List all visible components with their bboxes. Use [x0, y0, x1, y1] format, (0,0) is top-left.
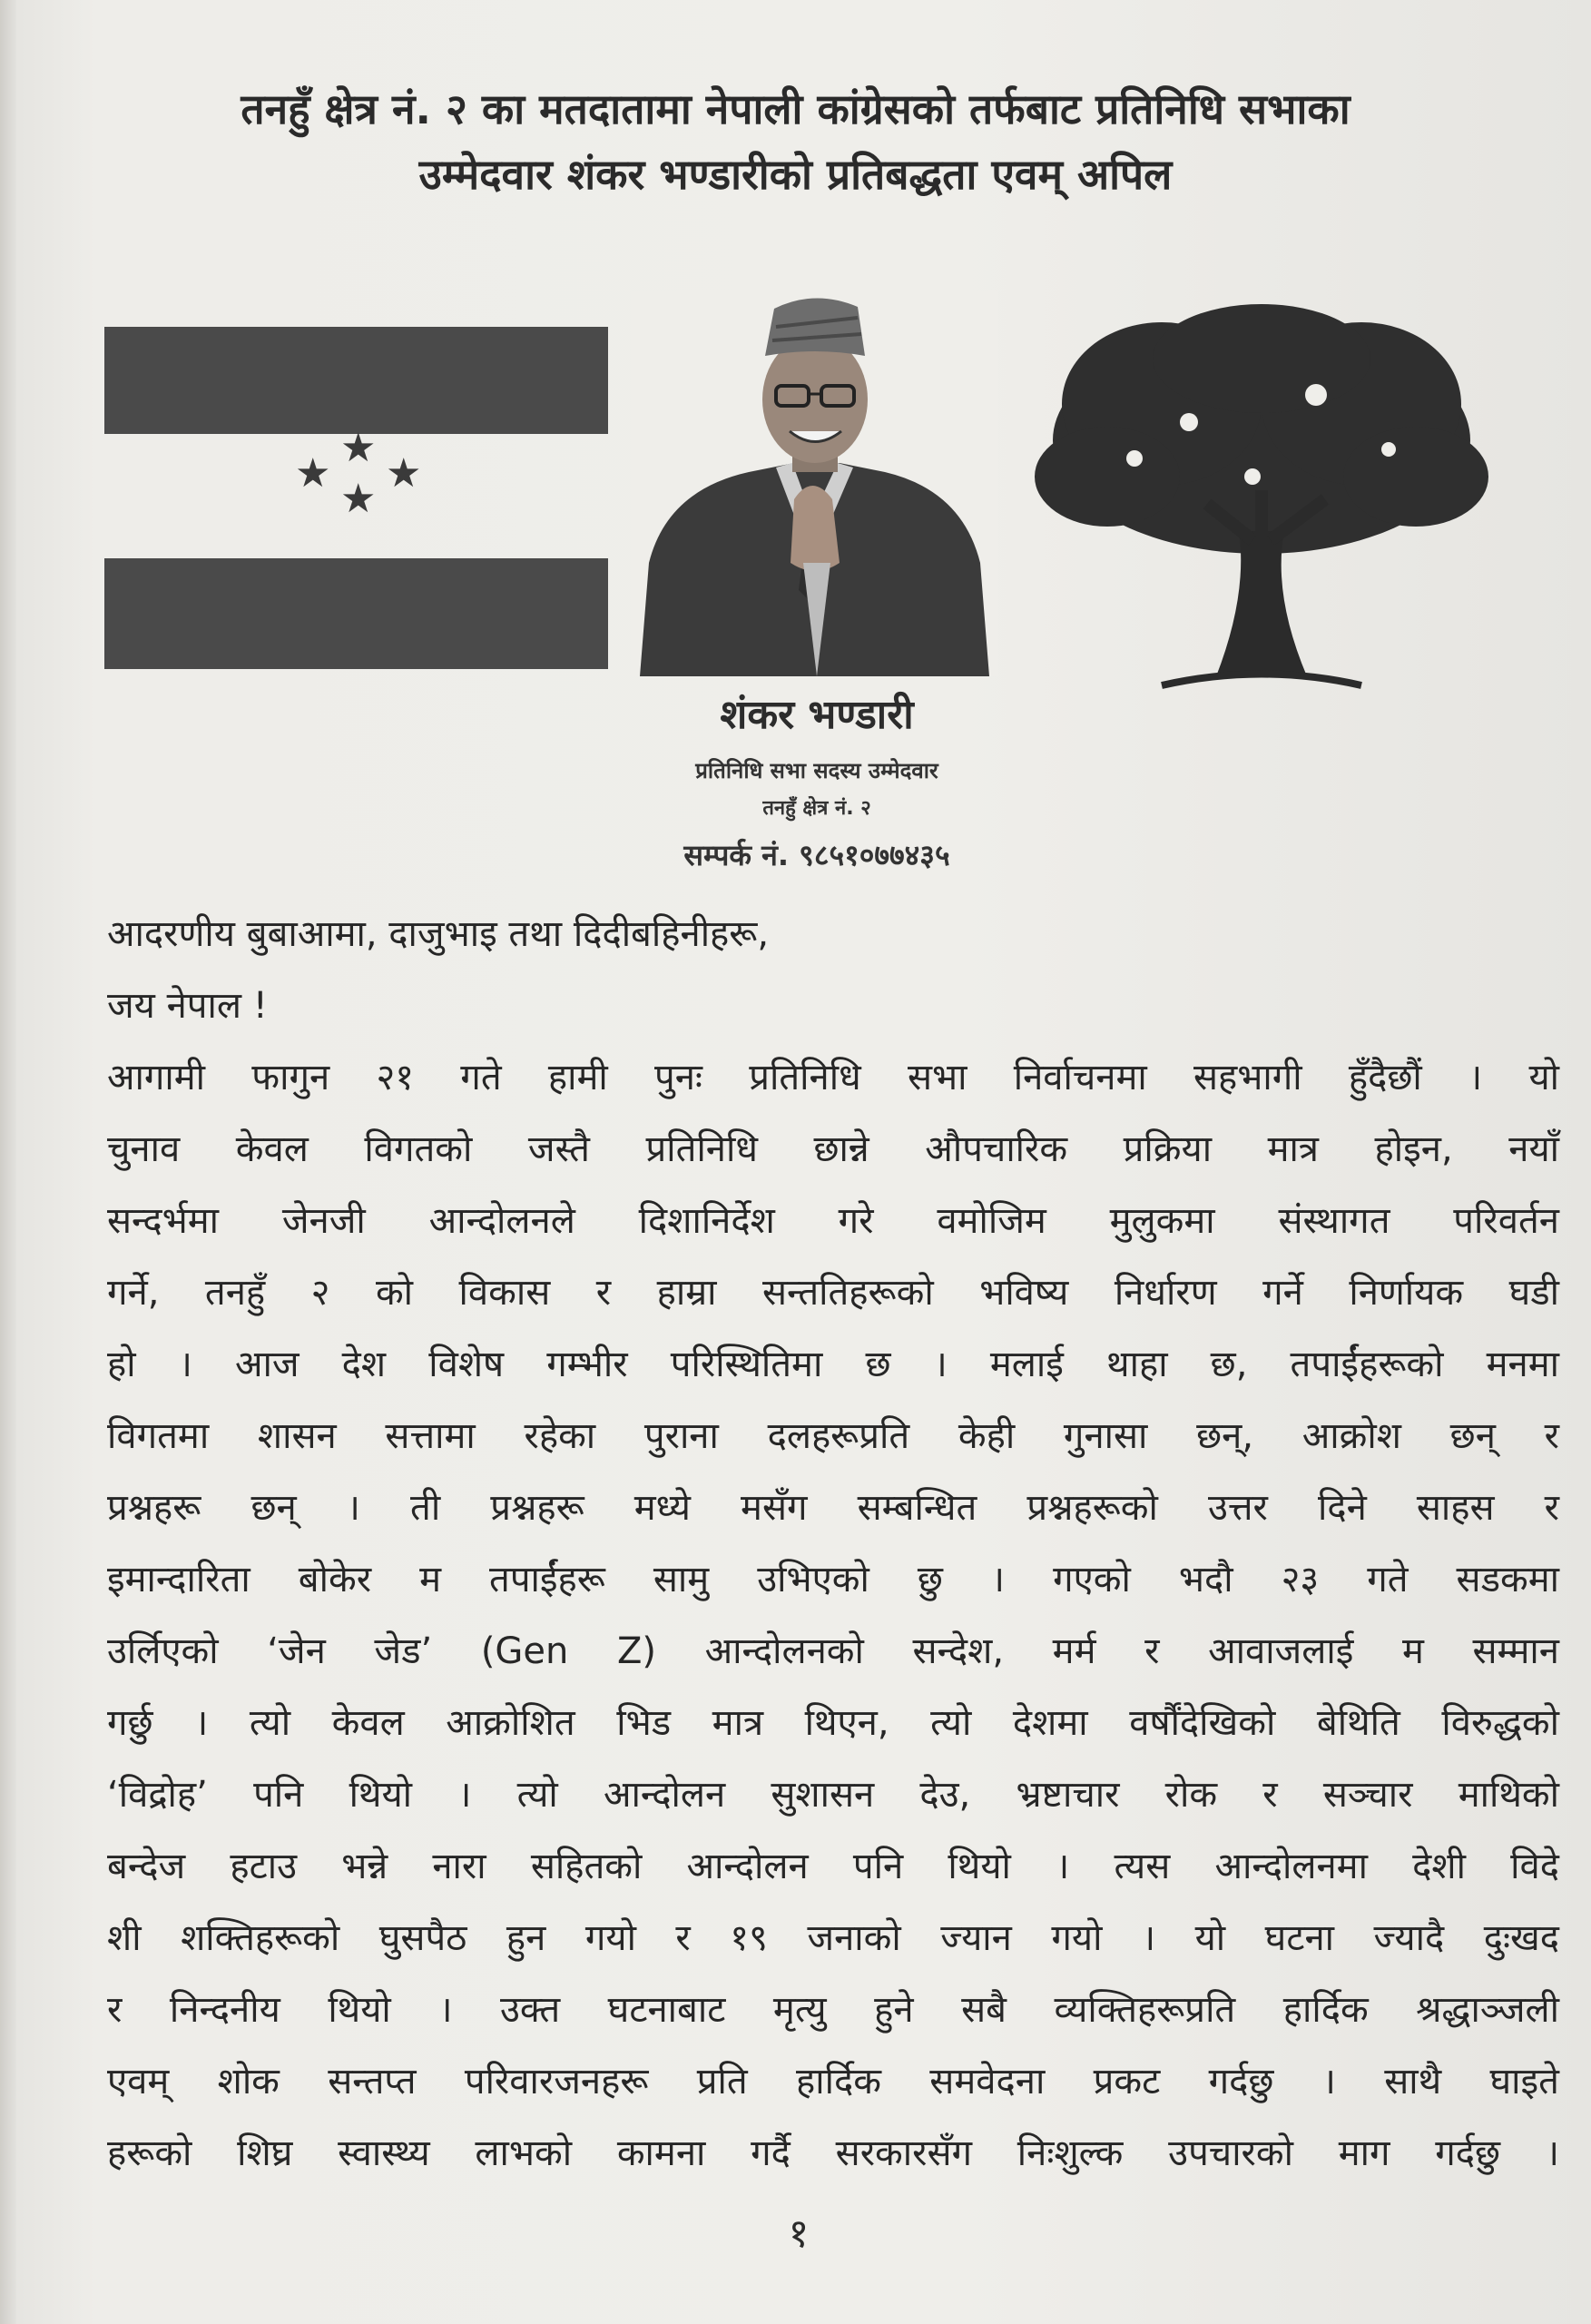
body-line: सन्दर्भमा जेनजी आन्दोलनले दिशानिर्देश गरे वमोजिम मुलुकमा संस्थागत परिवर्तन: [107, 1200, 1559, 1242]
flag-top-band: [104, 327, 608, 434]
body-line: ‘विद्रोह’ पनि थियो । त्यो आन्दोलन सुशासन देउ, भ्रष्टाचार रोक र सञ्चार माथिको: [107, 1774, 1559, 1816]
star-icon: ★: [340, 425, 377, 471]
page-spine: [0, 0, 16, 2324]
star-icon: ★: [340, 476, 377, 522]
body-line: चुनाव केवल विगतको जस्तै प्रतिनिधि छान्ने औपचारिक प्रक्रिया मात्र होइन, नयाँ: [107, 1128, 1559, 1170]
body-line: विगतमा शासन सत्तामा रहेका पुराना दलहरूप्रति केही गुनासा छन्, आक्रोश छन् र: [107, 1415, 1559, 1457]
body-line: आदरणीय बुबाआमा, दाजुभाइ तथा दिदीबहिनीहरू,: [107, 913, 770, 955]
candidate-contact: सम्पर्क नं. ९८५१०७७४३५: [683, 838, 950, 872]
headline-line-2: उम्मेदवार शंकर भण्डारीको प्रतिबद्धता एवम् अपिल: [418, 150, 1173, 199]
star-icon: ★: [295, 450, 331, 497]
candidate-portrait: [631, 290, 998, 676]
body-line: उर्लिएको ‘जेन जेड’ (Gen Z) आन्दोलनको सन्देश, मर्म र आवाजलाई म सम्मान: [107, 1630, 1559, 1672]
flag-bottom-band: [104, 558, 608, 669]
star-icon: ★: [386, 450, 422, 497]
headline-line-1: तनहुँ क्षेत्र नं. २ का मतदातामा नेपाली कांग्रेसको तर्फबाट प्रतिनिधि सभाका: [241, 84, 1350, 133]
body-line: र निन्दनीय थियो । उक्त घटनाबाट मृत्यु हुने सबै व्यक्तिहरूप्रति हार्दिक श्रद्धाञ्जली: [107, 1989, 1559, 2031]
tree-symbol-icon: [1026, 304, 1498, 704]
body-line: गर्ने, तनहुँ २ को विकास र हाम्रा सन्ततिहरूको भविष्य निर्धारण गर्ने निर्णायक घडी: [107, 1272, 1559, 1314]
body-line: इमान्दारिता बोकेर म तपाईंहरू सामु उभिएको छु । गएको भदौ २३ गते सडकमा: [107, 1559, 1559, 1600]
body-line: शी शक्तिहरूको घुसपैठ हुन गयो र १९ जनाको ज्यान गयो । यो घटना ज्यादै दुःखद: [107, 1917, 1559, 1959]
nepali-congress-flag-icon: [104, 327, 608, 672]
candidate-role: प्रतिनिधि सभा सदस्य उम्मेदवार: [695, 758, 938, 783]
body-line: प्रश्नहरू छन् । ती प्रश्नहरू मध्ये मसँग सम्बन्धित प्रश्नहरूको उत्तर दिने साहस र: [107, 1487, 1559, 1529]
body-line: बन्देज हटाउ भन्ने नारा सहितको आन्दोलन पनि थियो । त्यस आन्दोलनमा देशी विदे: [107, 1846, 1559, 1887]
candidate-name: शंकर भण्डारी: [720, 692, 914, 738]
body-line: हरूको शिघ्र स्वास्थ्य लाभको कामना गर्दै सरकारसँग निःशुल्क उपचारको माग गर्दछु ।: [107, 2132, 1559, 2174]
body-line: हो । आज देश विशेष गम्भीर परिस्थितिमा छ । मलाई थाहा छ, तपाईंहरूको मनमा: [107, 1344, 1559, 1385]
appeal-body: [107, 899, 1559, 2190]
candidate-constituency: तनहुँ क्षेत्र नं. २: [762, 797, 871, 820]
body-line: आगामी फागुन २१ गते हामी पुनः प्रतिनिधि सभा निर्वाचनमा सहभागी हुँदैछौं । यो: [107, 1057, 1559, 1098]
body-line: गर्छु । त्यो केवल आक्रोशित भिड मात्र थिएन, त्यो देशमा वर्षौंदेखिको बेथिति विरुद्धको: [107, 1702, 1559, 1744]
page-number: १: [788, 2211, 810, 2257]
body-line: एवम् शोक सन्तप्त परिवारजनहरू प्रति हार्दिक समवेदना प्रकट गर्दछु । साथै घाइते: [107, 2061, 1559, 2102]
body-line: जय नेपाल !: [107, 985, 268, 1027]
